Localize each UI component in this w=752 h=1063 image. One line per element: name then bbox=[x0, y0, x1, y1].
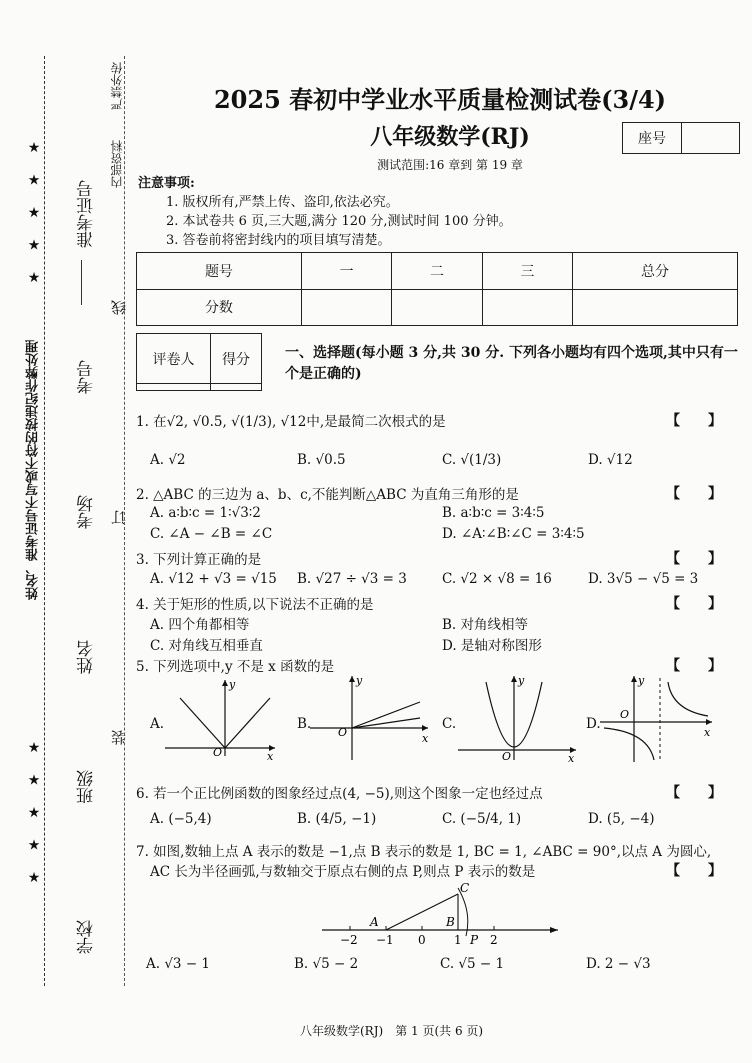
graph-b bbox=[310, 672, 435, 762]
tick-label: 2 bbox=[490, 933, 498, 947]
exam-title: 2025 春初中学业水平质量检测试卷(3/4) bbox=[213, 85, 667, 114]
notes-heading: 注意事项: bbox=[138, 176, 195, 191]
tick-label: −2 bbox=[340, 933, 358, 947]
graph-d-curve-right bbox=[668, 682, 708, 716]
seat-input[interactable] bbox=[682, 123, 739, 153]
score-cell[interactable] bbox=[482, 289, 572, 326]
score-cell[interactable] bbox=[392, 289, 482, 326]
inner-seal-line bbox=[124, 56, 125, 986]
answer-bracket[interactable]: 【 】 bbox=[666, 785, 722, 801]
graph-b-origin: O bbox=[338, 726, 348, 739]
score-header-cell: 三 bbox=[482, 253, 572, 290]
seal-line-char: 线 bbox=[110, 300, 128, 315]
note-item: 3. 答卷前将密封线内的项目填写清楚。 bbox=[166, 233, 391, 248]
q5-option-d: D. bbox=[586, 716, 601, 732]
q1-option-a: A. √2 bbox=[150, 452, 186, 468]
tick-label: 0 bbox=[418, 933, 426, 947]
q4-option-c: C. 对角线互相垂直 bbox=[150, 638, 263, 654]
number-line-figure bbox=[318, 878, 568, 950]
q5-stem: 5. 下列选项中,y 不是 x 函数的是 bbox=[136, 659, 335, 675]
graph-b-y-label: y bbox=[356, 674, 363, 687]
q2-option-b: B. a∶b∶c = 3∶4∶5 bbox=[442, 505, 545, 521]
answer-bracket[interactable]: 【 】 bbox=[666, 863, 722, 879]
test-range: 测试范围:16 章到 第 19 章 bbox=[377, 158, 523, 172]
q6-option-b: B. (4/5, −1) bbox=[297, 811, 377, 827]
q4-stem: 4. 关于矩形的性质,以下说法不正确的是 bbox=[136, 597, 374, 613]
q6-option-a: A. (−5,4) bbox=[150, 811, 212, 827]
points-cell[interactable] bbox=[211, 384, 262, 391]
graph-d bbox=[600, 672, 718, 764]
q3-stem: 3. 下列计算正确的是 bbox=[136, 552, 262, 568]
answer-bracket[interactable]: 【 】 bbox=[666, 596, 722, 612]
q7-option-b: B. √5 − 2 bbox=[294, 956, 359, 972]
label-school: 学校 bbox=[77, 920, 97, 954]
score-header-cell: 题号 bbox=[137, 253, 302, 290]
graph-b-x-arrow bbox=[422, 725, 428, 731]
score-header-cell: 二 bbox=[392, 253, 482, 290]
label-name: 姓名 bbox=[77, 640, 97, 674]
label-class: 班级 bbox=[77, 770, 97, 804]
seal-order-char: 订 bbox=[110, 510, 128, 525]
score-cell[interactable] bbox=[573, 289, 738, 326]
q2-option-a: A. a∶b∶c = 1∶√3∶2 bbox=[150, 505, 261, 521]
answer-bracket[interactable]: 【 】 bbox=[666, 413, 722, 429]
graph-b-line-lower bbox=[352, 718, 420, 728]
q7-stem: 7. 如图,数轴上点 A 表示的数是 −1,点 B 表示的数是 1, BC = 1, ∠ABC = 90°,以点 A 为圆心, bbox=[136, 844, 712, 860]
q5-option-b: B. bbox=[297, 716, 312, 732]
points-label: 得分 bbox=[211, 334, 262, 384]
score-header-cell: 总分 bbox=[573, 253, 738, 290]
graph-a-y-label: y bbox=[229, 678, 236, 691]
q6-option-d: D. (5, −4) bbox=[588, 811, 655, 827]
tick-label: 1 bbox=[454, 933, 462, 947]
graph-c bbox=[458, 672, 583, 765]
notes bbox=[138, 174, 512, 250]
graph-c-origin: O bbox=[502, 750, 512, 763]
q5-option-a: A. bbox=[150, 716, 165, 732]
stars-top: ★ ★ ★ ★ ★ bbox=[26, 140, 42, 292]
graph-a-line-right bbox=[225, 698, 270, 748]
q1-stem: 1. 在√2, √0.5, √(1/3), √12中,是最简二次根式的是 bbox=[136, 414, 446, 430]
q3-option-b: B. √27 ÷ √3 = 3 bbox=[297, 571, 407, 587]
graph-c-y-arrow bbox=[511, 676, 517, 682]
q7-option-d: D. 2 − √3 bbox=[586, 956, 651, 972]
graph-c-y-label: y bbox=[518, 674, 525, 687]
graph-b-y-arrow bbox=[349, 676, 355, 682]
q7-option-c: C. √5 − 1 bbox=[440, 956, 505, 972]
reviewer-label: 评卷人 bbox=[137, 334, 211, 384]
answer-bracket[interactable]: 【 】 bbox=[666, 658, 722, 674]
score-table bbox=[136, 252, 738, 326]
warning-text: 姓名、准考证号不写或不符的按违纪作弊处理 bbox=[26, 340, 41, 600]
point-b-label: B bbox=[446, 915, 455, 929]
score-row-label: 分数 bbox=[137, 289, 302, 326]
arc-ap bbox=[458, 888, 468, 936]
graph-a bbox=[165, 676, 285, 763]
answer-bracket[interactable]: 【 】 bbox=[666, 551, 722, 567]
label-admission-no: 准考证号 bbox=[77, 180, 97, 248]
graph-d-origin: O bbox=[620, 708, 630, 721]
graph-a-y-arrow bbox=[222, 680, 228, 686]
label-exam-room: 考场 bbox=[77, 495, 97, 529]
q3-option-c: C. √2 × √8 = 16 bbox=[442, 571, 552, 587]
q4-option-b: B. 对角线相等 bbox=[442, 617, 529, 633]
point-p-label: P bbox=[470, 933, 479, 947]
fill-line-admission bbox=[81, 260, 82, 305]
graph-a-line-left bbox=[180, 698, 225, 748]
no-leak-text: 严禁外传 bbox=[110, 62, 124, 110]
q1-option-c: C. √(1/3) bbox=[442, 452, 502, 468]
graph-d-y-arrow bbox=[631, 676, 637, 682]
point-a-label: A bbox=[370, 915, 379, 929]
graph-d-curve-left bbox=[604, 728, 654, 760]
page-footer: 八年级数学(RJ) 第 1 页(共 6 页) bbox=[300, 1024, 484, 1038]
note-item: 1. 版权所有,严禁上传、盗印,依法必究。 bbox=[166, 195, 399, 210]
q3-option-d: D. 3√5 − √5 = 3 bbox=[588, 571, 699, 587]
seat-box bbox=[622, 122, 740, 154]
graph-d-y-label: y bbox=[638, 674, 645, 687]
point-c-label: C bbox=[460, 881, 470, 895]
q4-option-a: A. 四个角都相等 bbox=[150, 617, 250, 633]
graph-d-x-label: x bbox=[704, 726, 711, 739]
graph-a-x-label: x bbox=[267, 750, 274, 763]
score-cell[interactable] bbox=[301, 289, 391, 326]
reviewer-cell[interactable] bbox=[137, 384, 211, 391]
number-line-arrow bbox=[550, 927, 558, 933]
q2-option-c: C. ∠A − ∠B = ∠C bbox=[150, 526, 273, 542]
tick-label: −1 bbox=[376, 933, 394, 947]
q3-option-a: A. √12 + √3 = √15 bbox=[150, 571, 277, 587]
seal-pack-char: 装 bbox=[110, 730, 128, 745]
graph-a-origin: O bbox=[213, 746, 223, 759]
graph-c-x-label: x bbox=[568, 752, 575, 765]
reviewer-table bbox=[136, 333, 262, 391]
q4-option-d: D. 是轴对称图形 bbox=[442, 638, 542, 654]
q1-option-b: B. √0.5 bbox=[297, 452, 346, 468]
exam-subtitle: 八年级数学(RJ) bbox=[370, 124, 530, 150]
section-heading: 一、选择题(每小题 3 分,共 30 分. 下列各小题均有四个选项,其中只有一个是正确的) bbox=[285, 345, 738, 382]
internal-text: 内部资料 bbox=[110, 140, 124, 188]
stars-bottom: ★ ★ ★ ★ ★ bbox=[26, 740, 42, 892]
q7-stem-line2: AC 长为半径画弧,与数轴交于原点右侧的点 P,则点 P 表示的数是 bbox=[150, 864, 536, 880]
seat-label: 座号 bbox=[623, 123, 682, 153]
graph-d-x-arrow bbox=[706, 719, 712, 725]
graph-b-x-label: x bbox=[422, 732, 429, 745]
q6-option-c: C. (−5/4, 1) bbox=[442, 811, 522, 827]
note-item: 2. 本试卷共 6 页,三大题,满分 120 分,测试时间 100 分钟。 bbox=[166, 214, 512, 229]
q7-option-a: A. √3 − 1 bbox=[146, 956, 211, 972]
q5-option-c: C. bbox=[442, 716, 457, 732]
q6-stem: 6. 若一个正比例函数的图象经过点(4, −5),则这个图象一定也经过点 bbox=[136, 786, 543, 802]
q2-stem: 2. △ABC 的三边为 a、b、c,不能判断△ABC 为直角三角形的是 bbox=[136, 487, 519, 503]
score-header-cell: 一 bbox=[301, 253, 391, 290]
graph-b-line-upper bbox=[352, 702, 420, 728]
seal-line bbox=[44, 56, 46, 986]
answer-bracket[interactable]: 【 】 bbox=[666, 486, 722, 502]
label-exam-no: 考号 bbox=[77, 360, 97, 394]
q1-option-d: D. √12 bbox=[588, 452, 633, 468]
q2-option-d: D. ∠A∶∠B∶∠C = 3∶4∶5 bbox=[442, 526, 585, 542]
